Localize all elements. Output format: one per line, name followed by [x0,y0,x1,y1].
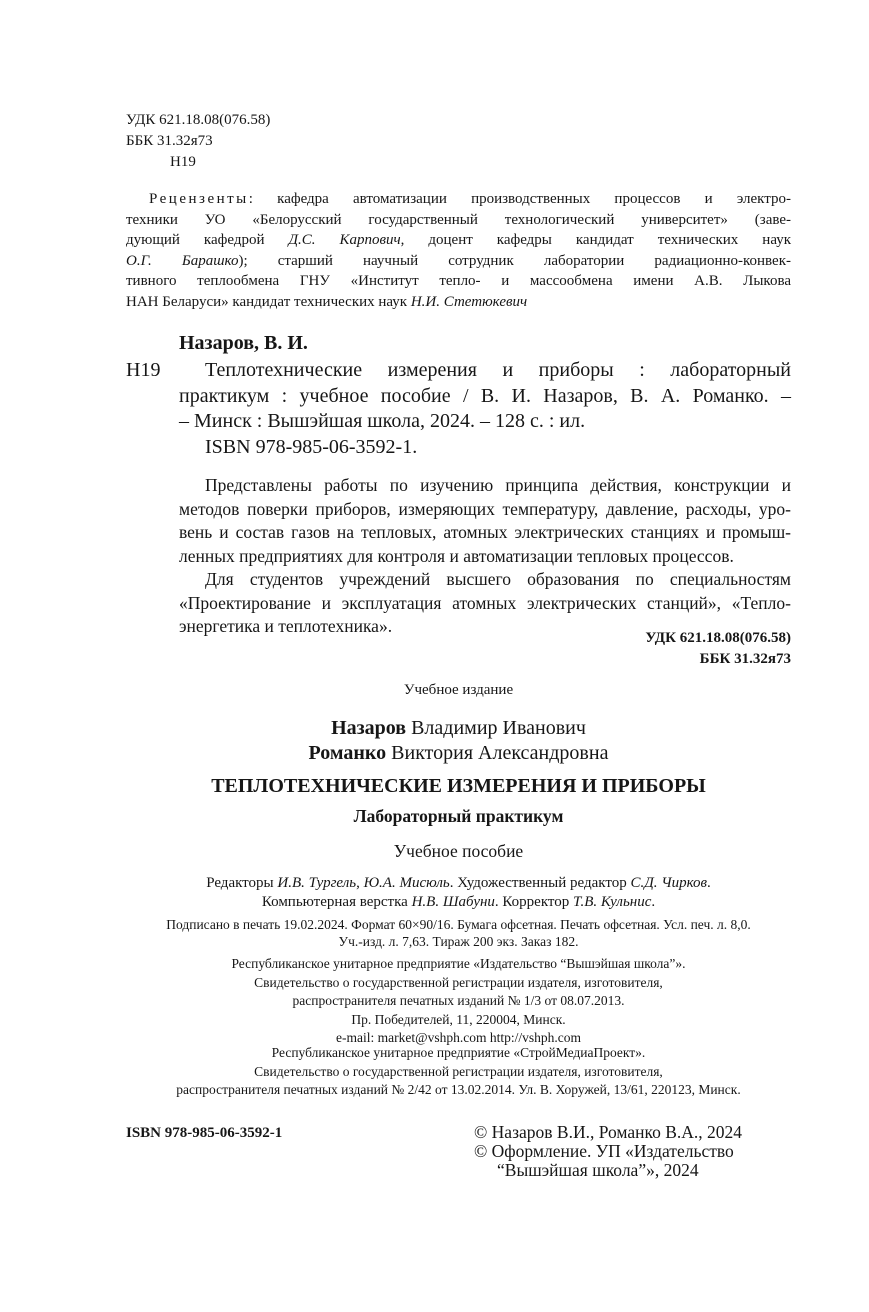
copyright-3: “Вышэйшая школа”», 2024 [497,1160,699,1180]
reviewer-name: Д.С. Карпович [288,232,401,248]
annotation-p2-line-1: Для студентов учреждений высшего образования по специальностям [205,569,791,589]
reviewers-line-4: О.Г. Барашко); старший научный сотрудник лаборатории радиационно-конвек- [126,252,791,269]
edition-type: Учебное издание [403,682,514,698]
editors-line: Редакторы И.В. Тургель, Ю.А. Мисюль. Художественный редактор С.Д. Чирков. [206,875,711,891]
annotation-p1-line-2: методов поверки приборов, измеряющих температуру, давление, расходы, уро- [179,498,791,519]
publisher-line: Республиканское унитарное предприятие «Издательство “Вышэйшая школа”». [231,956,686,971]
printer-line: Республиканское унитарное предприятие «СтройМедиаПроект». [271,1045,646,1060]
book-title: ТЕПЛОТЕХНИЧЕСКИЕ ИЗМЕРЕНИЯ И ПРИБОРЫ [211,775,706,797]
reviewers-line-3: дующий кафедрой Д.С. Карпович, доцент кафедры кандидат технических наук [126,232,791,248]
author-1: Назаров Владимир Иванович [331,717,586,739]
reviewer-name: Н.И. Стетюкевич [410,293,528,310]
reviewer-name: О.Г. Барашко [126,252,239,269]
book-genre: Учебное пособие [393,841,524,861]
reviewers-block [126,189,791,312]
annotation-p1-line-3: вень и состав газов на тепловых, атомных электрических станциях и промыш- [179,522,791,542]
annotation-p1-line-4: ленных предприятиях для контроля и автоматизации тепловых процессов. [179,545,734,566]
catalog-line-3: – Минск : Вышэйшая школа, 2024. – 128 с. : ил. [179,410,586,432]
header-bbk: ББК 31.32я73 [126,133,213,149]
author-2: Романко Виктория Александровна [308,742,609,764]
catalog-line-2: практикум : учебное пособие / В. И. Назаров, В. А. Романко. – [179,384,791,407]
print-line-1: Подписано в печать 19.02.2024. Формат 60×90/16. Бумага офсетная. Печать офсетная. Усл. печ. л. 8,0. [166,917,751,932]
catalog-isbn: ISBN 978-985-06-3592-1. [205,435,418,458]
reviewers-line-2: техники УО «Белорусский государственный технологический университет» (заве- [126,211,791,228]
publisher-line: распространителя печатных изданий № 1/3 от 08.07.2013. [292,993,625,1008]
reviewers-line-6: НАН Беларуси» кандидат технических наук Н.И. Стетюкевич [126,293,528,310]
reviewers-line-1: Рецензенты: кафедра автоматизации производственных процессов и электро- [149,191,791,207]
publisher-line: Пр. Победителей, 11, 220004, Минск. [351,1011,566,1027]
catalog-description [179,358,791,460]
class-bbk: ББК 31.32я73 [699,651,791,667]
reviewers-label: Рецензенты [149,191,249,207]
reviewers-line-5: тивного теплообмена ГНУ «Институт тепло- и массообмена имени А.В. Лыкова [126,273,791,289]
catalog-author: Назаров, В. И. [179,332,308,354]
publisher-info [110,955,807,1048]
annotation-p2-line-3: энергетика и теплотехника». [179,616,393,636]
annotation-p2-line-2: «Проектирование и эксплуатация атомных электрических станций», «Тепло- [179,592,791,613]
header-udk: УДК 621.18.08(076.58) [126,112,271,128]
printer-line: Свидетельство о государственной регистрации издателя, изготовителя, [254,1063,663,1079]
header-code: Н19 [170,154,196,170]
copyright-2: © Оформление. УП «Издательство [474,1141,734,1161]
layout-line: Компьютерная верстка Н.В. Шабуни. Корректор Т.В. Кульнис. [261,894,656,910]
book-subtitle: Лабораторный практикум [353,806,564,826]
printer-line: распространителя печатных изданий № 2/42 от 13.02.2014. Ул. В. Хоружей, 13/61, 220123, Минск. [176,1082,741,1097]
catalog-code: Н19 [126,359,161,381]
catalog-line-1: Теплотехнические измерения и приборы : лабораторный [205,359,791,381]
annotation-p1-line-1: Представлены работы по изучению принципа действия, конструкции и [205,475,791,495]
print-line-2: Уч.-изд. л. 7,63. Тираж 200 экз. Заказ 182. [338,934,579,949]
printer-info [110,1044,807,1100]
annotation [179,474,791,639]
footer-isbn: ISBN 978-985-06-3592-1 [126,1125,283,1141]
copyright-1: © Назаров В.И., Романко В.А., 2024 [474,1122,743,1142]
publisher-line: e-mail: market@vshph.com http://vshph.com [336,1030,581,1045]
publisher-line: Свидетельство о государственной регистрации издателя, изготовителя, [254,974,663,990]
class-udk: УДК 621.18.08(076.58) [645,630,791,646]
